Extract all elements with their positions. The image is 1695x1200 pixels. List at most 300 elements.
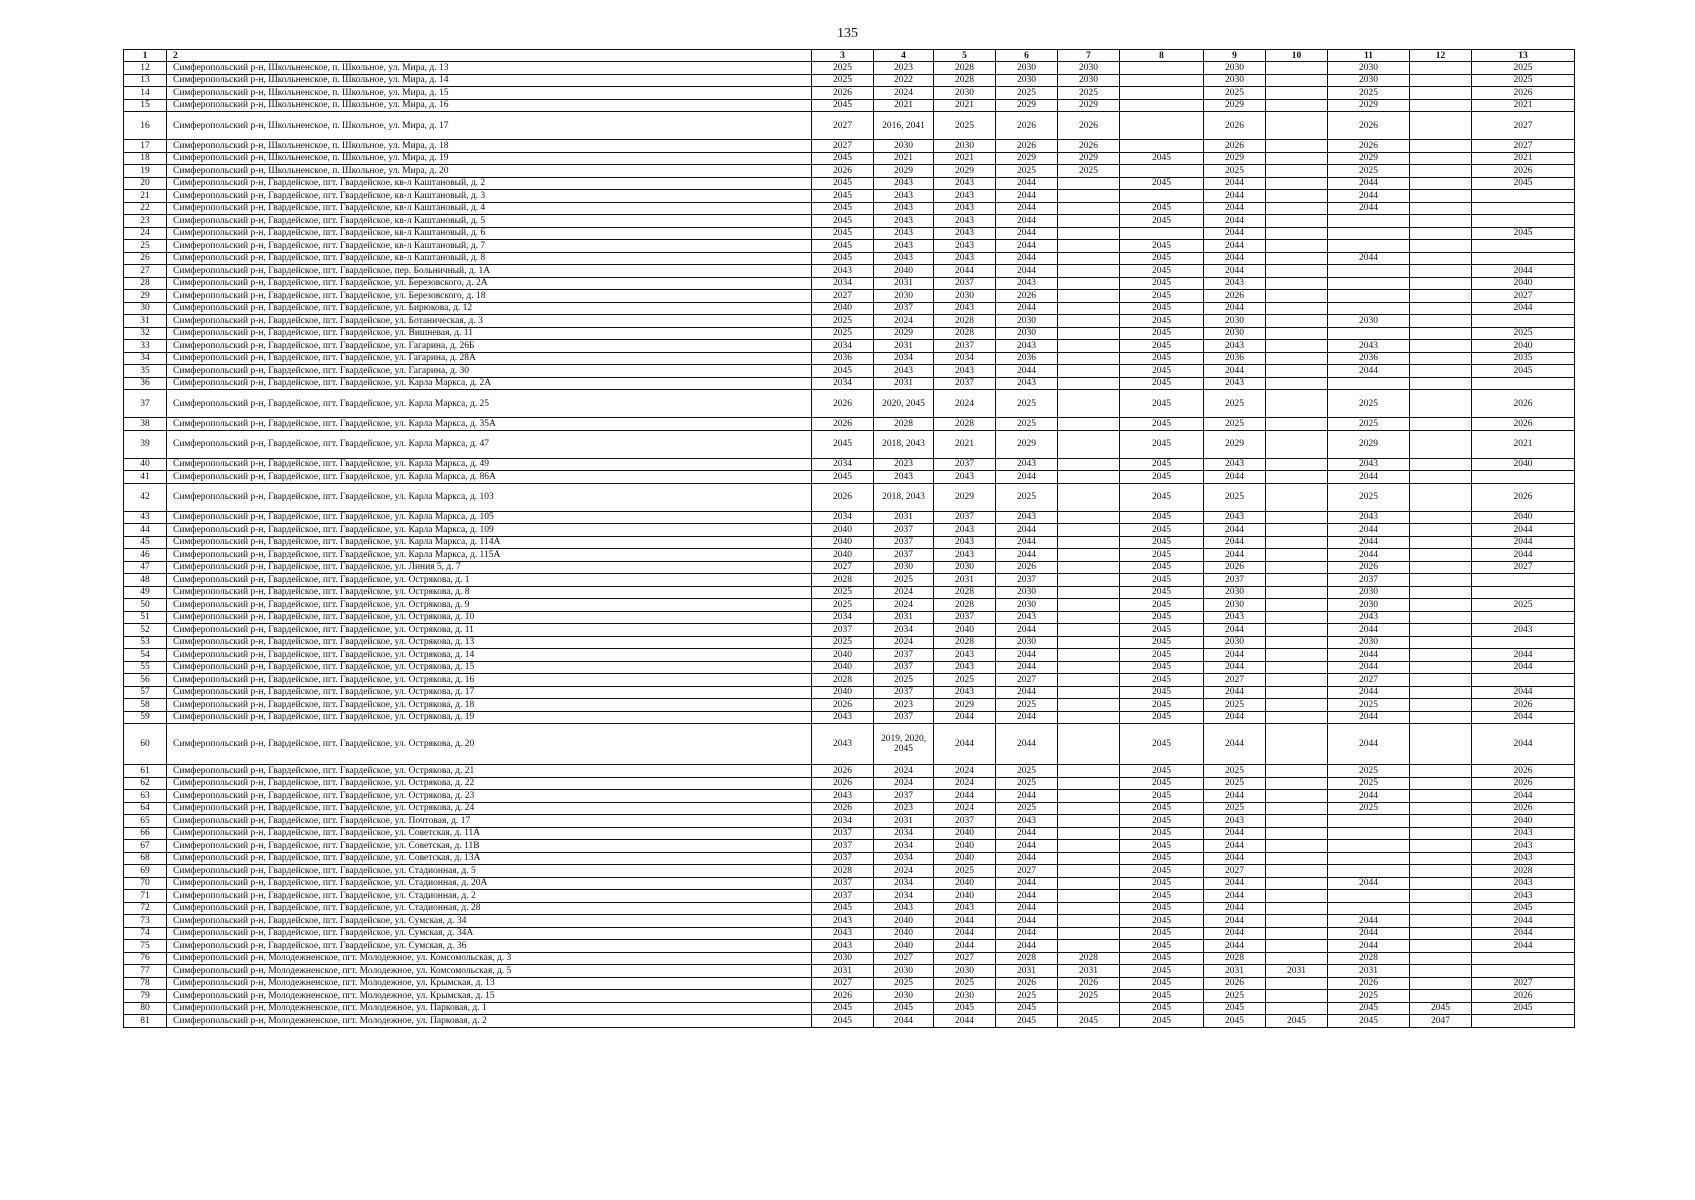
table-cell bbox=[1120, 165, 1204, 178]
table-row bbox=[124, 599, 1575, 612]
table-cell: 2044 bbox=[996, 790, 1058, 803]
table-cell: 2045 bbox=[812, 152, 874, 165]
table-cell: 2037 bbox=[1328, 574, 1410, 587]
table-row bbox=[124, 352, 1575, 365]
table-cell: 2047 bbox=[1410, 1015, 1472, 1028]
table-cell: 2028 bbox=[934, 327, 996, 340]
table-cell: 2025 bbox=[1328, 87, 1410, 100]
table-cell bbox=[1266, 99, 1328, 112]
table-cell: 2026 bbox=[812, 87, 874, 100]
table-cell: 2025 bbox=[1328, 990, 1410, 1003]
table-cell: 2044 bbox=[934, 927, 996, 940]
table-cell: 2043 bbox=[1472, 877, 1575, 890]
table-cell: 2043 bbox=[934, 202, 996, 215]
table-cell: Симферопольский р-н, Школьненское, п. Школьное, ул. Мира, д. 15 bbox=[167, 87, 812, 100]
table-cell: Симферопольский р-н, Гвардейское, пгт. Гвардейское, ул. Острякова, д. 18 bbox=[167, 699, 812, 712]
table-cell: 2044 bbox=[1472, 661, 1575, 674]
table-cell bbox=[1410, 927, 1472, 940]
table-row bbox=[124, 202, 1575, 215]
table-cell: 2045 bbox=[1120, 802, 1204, 815]
table-cell: 2026 bbox=[1472, 777, 1575, 790]
table-cell: 2045 bbox=[1120, 265, 1204, 278]
table-cell: Симферопольский р-н, Гвардейское, пгт. Гвардейское, ул. Острякова, д. 14 bbox=[167, 649, 812, 662]
table-cell bbox=[1266, 177, 1328, 190]
table-cell: 2034 bbox=[874, 352, 934, 365]
table-cell bbox=[1266, 686, 1328, 699]
table-cell: 2040 bbox=[874, 265, 934, 278]
table-cell bbox=[1266, 802, 1328, 815]
table-cell bbox=[1058, 177, 1120, 190]
table-cell bbox=[1058, 1002, 1120, 1015]
table-cell: 10 bbox=[1266, 50, 1328, 62]
table-cell: 2044 bbox=[1204, 940, 1266, 953]
table-cell bbox=[1410, 190, 1472, 203]
table-cell bbox=[1472, 574, 1575, 587]
table-cell: 2037 bbox=[874, 711, 934, 724]
table-cell: 2024 bbox=[934, 390, 996, 418]
table-cell: 2044 bbox=[996, 202, 1058, 215]
table-cell: 2027 bbox=[1204, 674, 1266, 687]
table-cell: 2045 bbox=[1120, 840, 1204, 853]
table-cell: 2025 bbox=[874, 574, 934, 587]
table-cell bbox=[1266, 724, 1328, 765]
table-cell: 13 bbox=[1472, 50, 1575, 62]
table-cell: 2030 bbox=[1328, 636, 1410, 649]
table-cell bbox=[1266, 561, 1328, 574]
table-cell: 2029 bbox=[996, 430, 1058, 458]
table-cell: 11 bbox=[1328, 50, 1410, 62]
table-cell bbox=[1120, 227, 1204, 240]
table-cell: Симферопольский р-н, Школьненское, п. Школьное, ул. Мира, д. 19 bbox=[167, 152, 812, 165]
table-cell bbox=[1410, 290, 1472, 303]
table-cell bbox=[1266, 140, 1328, 153]
table-cell: Симферопольский р-н, Гвардейское, пгт. Гвардейское, ул. Острякова, д. 15 bbox=[167, 661, 812, 674]
table-cell bbox=[1410, 112, 1472, 140]
table-cell: 2037 bbox=[934, 815, 996, 828]
table-cell: Симферопольский р-н, Гвардейское, пгт. Гвардейское, ул. Карла Маркса, д. 109 bbox=[167, 524, 812, 537]
table-cell: Симферопольский р-н, Гвардейское, пгт. Гвардейское, ул. Острякова, д. 10 bbox=[167, 611, 812, 624]
table-cell: 2044 bbox=[1204, 827, 1266, 840]
table-cell: Симферопольский р-н, Гвардейское, пгт. Гвардейское, ул. Острякова, д. 19 bbox=[167, 711, 812, 724]
table-cell: 2045 bbox=[1120, 965, 1204, 978]
table-cell: Симферопольский р-н, Школьненское, п. Школьное, ул. Мира, д. 16 bbox=[167, 99, 812, 112]
table-cell: Симферопольский р-н, Молодежненское, пгт. Молодежное, ул. Комсомольская, д. 3 bbox=[167, 952, 812, 965]
table-cell: 38 bbox=[124, 418, 167, 431]
table-cell bbox=[1058, 202, 1120, 215]
table-cell: 2043 bbox=[934, 177, 996, 190]
table-cell bbox=[1410, 611, 1472, 624]
table-cell bbox=[1266, 390, 1328, 418]
table-cell: 2025 bbox=[1328, 777, 1410, 790]
table-cell: 2023 bbox=[874, 699, 934, 712]
table-cell bbox=[1410, 827, 1472, 840]
table-cell bbox=[1410, 430, 1472, 458]
table-cell: 2043 bbox=[812, 915, 874, 928]
table-cell: 58 bbox=[124, 699, 167, 712]
table-cell bbox=[1058, 790, 1120, 803]
table-row bbox=[124, 227, 1575, 240]
table-cell: 2024 bbox=[874, 599, 934, 612]
table-cell: 2025 bbox=[1204, 990, 1266, 1003]
table-cell: 2045 bbox=[996, 1015, 1058, 1028]
table-cell bbox=[1120, 74, 1204, 87]
table-cell: Симферопольский р-н, Гвардейское, пгт. Гвардейское, ул. Карла Маркса, д. 25 bbox=[167, 390, 812, 418]
table-cell: 2029 bbox=[996, 99, 1058, 112]
table-cell: 2040 bbox=[1472, 458, 1575, 471]
table-cell: 2037 bbox=[874, 790, 934, 803]
table-cell bbox=[1266, 674, 1328, 687]
table-cell bbox=[1058, 458, 1120, 471]
table-cell: 2026 bbox=[996, 977, 1058, 990]
table-row bbox=[124, 827, 1575, 840]
schedule-table bbox=[123, 49, 1575, 1028]
table-cell: 2044 bbox=[996, 927, 1058, 940]
table-cell: Симферопольский р-н, Гвардейское, пгт. Гвардейское, кв-л Каштановый, д. 6 bbox=[167, 227, 812, 240]
table-cell: 2035 bbox=[1472, 352, 1575, 365]
table-cell: 2027 bbox=[996, 865, 1058, 878]
table-cell: 2025 bbox=[996, 390, 1058, 418]
table-cell: 2028 bbox=[996, 952, 1058, 965]
table-cell: Симферопольский р-н, Гвардейское, пгт. Гвардейское, кв-л Каштановый, д. 4 bbox=[167, 202, 812, 215]
table-cell: 2043 bbox=[996, 511, 1058, 524]
table-row bbox=[124, 290, 1575, 303]
table-cell: 2043 bbox=[1472, 827, 1575, 840]
table-cell: 2034 bbox=[812, 611, 874, 624]
table-cell: 12 bbox=[1410, 50, 1472, 62]
table-cell: 2040 bbox=[812, 549, 874, 562]
table-cell: 2030 bbox=[1328, 599, 1410, 612]
table-cell: 2026 bbox=[1472, 802, 1575, 815]
table-cell: 2043 bbox=[934, 252, 996, 265]
table-body bbox=[124, 50, 1575, 1028]
table-cell: 2026 bbox=[1204, 290, 1266, 303]
table-row bbox=[124, 711, 1575, 724]
table-cell bbox=[1328, 902, 1410, 915]
table-cell: 2030 bbox=[1328, 62, 1410, 75]
table-cell: 2043 bbox=[934, 549, 996, 562]
table-cell bbox=[1266, 827, 1328, 840]
table-cell: 2045 bbox=[1120, 202, 1204, 215]
table-cell: 2044 bbox=[1472, 927, 1575, 940]
table-cell bbox=[1058, 536, 1120, 549]
table-cell: 2045 bbox=[1120, 302, 1204, 315]
table-cell: 2044 bbox=[874, 1015, 934, 1028]
table-cell: 2045 bbox=[1120, 815, 1204, 828]
table-cell: 2044 bbox=[1204, 902, 1266, 915]
table-cell: 2043 bbox=[874, 240, 934, 253]
table-row bbox=[124, 74, 1575, 87]
table-cell: 2028 bbox=[1472, 865, 1575, 878]
table-cell: 2044 bbox=[1204, 177, 1266, 190]
table-row bbox=[124, 611, 1575, 624]
table-row bbox=[124, 802, 1575, 815]
table-cell: 2025 bbox=[1204, 165, 1266, 178]
table-cell: 74 bbox=[124, 927, 167, 940]
table-cell: 2044 bbox=[1328, 471, 1410, 484]
table-cell bbox=[1266, 852, 1328, 865]
table-cell: 2025 bbox=[1204, 390, 1266, 418]
table-cell: 2045 bbox=[1120, 483, 1204, 511]
table-cell: 2043 bbox=[1204, 377, 1266, 390]
table-cell bbox=[1058, 302, 1120, 315]
table-cell: Симферопольский р-н, Гвардейское, пгт. Гвардейское, ул. Советская, д. 13А bbox=[167, 852, 812, 865]
table-cell: 2027 bbox=[1472, 112, 1575, 140]
table-cell: 2029 bbox=[874, 327, 934, 340]
table-cell bbox=[1266, 699, 1328, 712]
table-cell: 2028 bbox=[1328, 952, 1410, 965]
table-cell: 2025 bbox=[1328, 165, 1410, 178]
table-cell: 2045 bbox=[1120, 277, 1204, 290]
table-cell: 2045 bbox=[1120, 524, 1204, 537]
table-cell bbox=[1410, 765, 1472, 778]
table-cell bbox=[1410, 599, 1472, 612]
table-cell: 2028 bbox=[934, 62, 996, 75]
table-cell: 2029 bbox=[934, 483, 996, 511]
table-cell bbox=[1410, 265, 1472, 278]
table-cell bbox=[1266, 352, 1328, 365]
table-cell: 2028 bbox=[934, 418, 996, 431]
table-cell: 2029 bbox=[1328, 99, 1410, 112]
table-cell bbox=[1410, 724, 1472, 765]
table-cell bbox=[1472, 636, 1575, 649]
table-cell: 2044 bbox=[1204, 649, 1266, 662]
table-row bbox=[124, 62, 1575, 75]
table-cell: 2044 bbox=[1204, 915, 1266, 928]
table-cell: 2044 bbox=[996, 877, 1058, 890]
table-cell: 2044 bbox=[1204, 227, 1266, 240]
table-cell bbox=[1266, 315, 1328, 328]
table-cell bbox=[1410, 340, 1472, 353]
table-cell bbox=[1410, 686, 1472, 699]
table-cell bbox=[1058, 611, 1120, 624]
table-cell: 31 bbox=[124, 315, 167, 328]
table-cell: 2043 bbox=[996, 611, 1058, 624]
table-cell: 2044 bbox=[1204, 790, 1266, 803]
table-row bbox=[124, 977, 1575, 990]
table-cell: 2045 bbox=[1120, 574, 1204, 587]
table-cell: Симферопольский р-н, Гвардейское, пгт. Гвардейское, кв-л Каштановый, д. 5 bbox=[167, 215, 812, 228]
table-cell: Симферопольский р-н, Школьненское, п. Школьное, ул. Мира, д. 13 bbox=[167, 62, 812, 75]
table-cell bbox=[1120, 62, 1204, 75]
table-cell bbox=[1410, 152, 1472, 165]
table-cell bbox=[1266, 62, 1328, 75]
table-cell: 2045 bbox=[1120, 240, 1204, 253]
table-cell bbox=[1266, 1002, 1328, 1015]
table-cell bbox=[1410, 574, 1472, 587]
table-cell: 2044 bbox=[996, 549, 1058, 562]
table-cell: Симферопольский р-н, Гвардейское, пгт. Гвардейское, ул. Стадионная, д. 20А bbox=[167, 877, 812, 890]
table-cell: 52 bbox=[124, 624, 167, 637]
table-cell bbox=[1328, 890, 1410, 903]
table-cell bbox=[1410, 418, 1472, 431]
table-row bbox=[124, 915, 1575, 928]
table-cell bbox=[1328, 327, 1410, 340]
table-cell: 2045 bbox=[1120, 252, 1204, 265]
table-cell: 2031 bbox=[874, 511, 934, 524]
table-cell: 2026 bbox=[1472, 483, 1575, 511]
table-cell bbox=[1410, 661, 1472, 674]
table-cell bbox=[1266, 890, 1328, 903]
table-cell: 2024 bbox=[934, 802, 996, 815]
table-cell bbox=[1058, 352, 1120, 365]
table-cell: 32 bbox=[124, 327, 167, 340]
table-cell: 3 bbox=[812, 50, 874, 62]
table-cell bbox=[1472, 190, 1575, 203]
table-cell: 2043 bbox=[996, 340, 1058, 353]
table-cell: 2030 bbox=[934, 290, 996, 303]
table-cell: 2045 bbox=[1120, 1015, 1204, 1028]
table-cell: 2044 bbox=[1204, 711, 1266, 724]
table-cell: 2043 bbox=[874, 215, 934, 228]
table-cell: 2044 bbox=[996, 661, 1058, 674]
table-cell: 2044 bbox=[1204, 624, 1266, 637]
table-cell: 2045 bbox=[1120, 877, 1204, 890]
table-cell: Симферопольский р-н, Гвардейское, пгт. Гвардейское, ул. Карла Маркса, д. 103 bbox=[167, 483, 812, 511]
table-cell: 2034 bbox=[812, 377, 874, 390]
table-cell bbox=[1410, 140, 1472, 153]
table-cell bbox=[1328, 215, 1410, 228]
table-cell: 2025 bbox=[812, 74, 874, 87]
table-cell: 2030 bbox=[996, 636, 1058, 649]
table-cell: 2027 bbox=[1472, 290, 1575, 303]
table-cell: 2030 bbox=[1328, 315, 1410, 328]
table-cell: Симферопольский р-н, Молодежненское, пгт. Молодежное, ул. Крымская, д. 15 bbox=[167, 990, 812, 1003]
table-cell bbox=[1410, 649, 1472, 662]
table-cell: 2045 bbox=[1120, 686, 1204, 699]
table-cell bbox=[1266, 430, 1328, 458]
table-cell: 2045 bbox=[934, 1002, 996, 1015]
table-cell: 2029 bbox=[934, 165, 996, 178]
table-cell: 2037 bbox=[812, 877, 874, 890]
table-row bbox=[124, 327, 1575, 340]
table-cell: 2025 bbox=[996, 990, 1058, 1003]
table-row bbox=[124, 790, 1575, 803]
table-cell: 25 bbox=[124, 240, 167, 253]
table-cell: 2043 bbox=[934, 536, 996, 549]
table-cell: 2044 bbox=[1328, 661, 1410, 674]
table-cell: 24 bbox=[124, 227, 167, 240]
table-cell bbox=[1058, 852, 1120, 865]
table-cell bbox=[1266, 599, 1328, 612]
table-row bbox=[124, 902, 1575, 915]
table-cell: 2025 bbox=[874, 674, 934, 687]
table-row bbox=[124, 877, 1575, 890]
table-cell: 2044 bbox=[1328, 549, 1410, 562]
table-cell: 2030 bbox=[996, 315, 1058, 328]
table-cell: 76 bbox=[124, 952, 167, 965]
table-row bbox=[124, 765, 1575, 778]
table-cell: 2045 bbox=[1120, 471, 1204, 484]
table-cell: 2040 bbox=[934, 877, 996, 890]
table-cell: 2043 bbox=[874, 190, 934, 203]
table-cell bbox=[1266, 458, 1328, 471]
table-cell: 2026 bbox=[1058, 140, 1120, 153]
table-cell: 2025 bbox=[934, 674, 996, 687]
table-cell: 2044 bbox=[996, 915, 1058, 928]
table-cell: 2045 bbox=[1120, 340, 1204, 353]
table-cell bbox=[1266, 302, 1328, 315]
table-cell bbox=[1410, 352, 1472, 365]
table-cell: 2045 bbox=[1120, 315, 1204, 328]
table-cell: 2026 bbox=[996, 290, 1058, 303]
table-row bbox=[124, 865, 1575, 878]
table-cell: 2028 bbox=[934, 636, 996, 649]
table-cell: Симферопольский р-н, Гвардейское, пгт. Гвардейское, кв-л Каштановый, д. 2 bbox=[167, 177, 812, 190]
table-cell: 63 bbox=[124, 790, 167, 803]
table-row bbox=[124, 1015, 1575, 1028]
table-cell: 2044 bbox=[1204, 686, 1266, 699]
table-cell: 2018, 2043 bbox=[874, 483, 934, 511]
table-cell: 2026 bbox=[1204, 561, 1266, 574]
table-row bbox=[124, 890, 1575, 903]
table-cell bbox=[1266, 365, 1328, 378]
table-cell: 59 bbox=[124, 711, 167, 724]
table-cell: 2045 bbox=[812, 240, 874, 253]
table-cell: 2044 bbox=[996, 686, 1058, 699]
table-cell: 37 bbox=[124, 390, 167, 418]
table-cell bbox=[1410, 377, 1472, 390]
table-cell: 2029 bbox=[874, 165, 934, 178]
table-cell bbox=[1266, 190, 1328, 203]
table-cell: 2026 bbox=[1328, 140, 1410, 153]
table-row bbox=[124, 549, 1575, 562]
table-cell: 2044 bbox=[996, 649, 1058, 662]
table-cell bbox=[1410, 777, 1472, 790]
table-cell bbox=[1410, 815, 1472, 828]
table-cell: 2026 bbox=[812, 699, 874, 712]
table-cell bbox=[1328, 865, 1410, 878]
table-cell: Симферопольский р-н, Гвардейское, пгт. Гвардейское, ул. Березовского, д. 2А bbox=[167, 277, 812, 290]
table-cell bbox=[1472, 952, 1575, 965]
table-cell: 2043 bbox=[934, 902, 996, 915]
table-cell: 46 bbox=[124, 549, 167, 562]
table-cell: Симферопольский р-н, Гвардейское, пгт. Гвардейское, ул. Советская, д. 11В bbox=[167, 840, 812, 853]
table-cell bbox=[1058, 699, 1120, 712]
table-cell: 2045 bbox=[1120, 177, 1204, 190]
table-cell: 68 bbox=[124, 852, 167, 865]
table-cell bbox=[1058, 390, 1120, 418]
table-cell: 2031 bbox=[934, 574, 996, 587]
table-cell: Симферопольский р-н, Гвардейское, пгт. Гвардейское, ул. Вишневая, д. 11 bbox=[167, 327, 812, 340]
table-cell: 2043 bbox=[996, 377, 1058, 390]
table-cell: 2025 bbox=[1058, 990, 1120, 1003]
table-cell: 2044 bbox=[1472, 524, 1575, 537]
table-cell: 5 bbox=[934, 50, 996, 62]
table-cell: 17 bbox=[124, 140, 167, 153]
table-cell: 2031 bbox=[1058, 965, 1120, 978]
table-cell: 2024 bbox=[934, 777, 996, 790]
table-cell: 2031 bbox=[874, 277, 934, 290]
table-cell: 2026 bbox=[1472, 699, 1575, 712]
table-cell: 2034 bbox=[874, 890, 934, 903]
table-cell: 2045 bbox=[1204, 1002, 1266, 1015]
table-cell: 2043 bbox=[1328, 511, 1410, 524]
table-cell bbox=[1410, 99, 1472, 112]
table-cell bbox=[1410, 483, 1472, 511]
table-cell: 2044 bbox=[1472, 711, 1575, 724]
table-cell bbox=[1266, 840, 1328, 853]
table-cell bbox=[1058, 865, 1120, 878]
table-cell: 2029 bbox=[1058, 99, 1120, 112]
table-row bbox=[124, 777, 1575, 790]
table-cell: 51 bbox=[124, 611, 167, 624]
table-cell: 2044 bbox=[996, 852, 1058, 865]
table-cell: 22 bbox=[124, 202, 167, 215]
table-cell: 2044 bbox=[1204, 471, 1266, 484]
table-cell: 2040 bbox=[934, 827, 996, 840]
table-cell: Симферопольский р-н, Гвардейское, пгт. Гвардейское, ул. Гагарина, д. 28А bbox=[167, 352, 812, 365]
table-cell: 2044 bbox=[1472, 940, 1575, 953]
